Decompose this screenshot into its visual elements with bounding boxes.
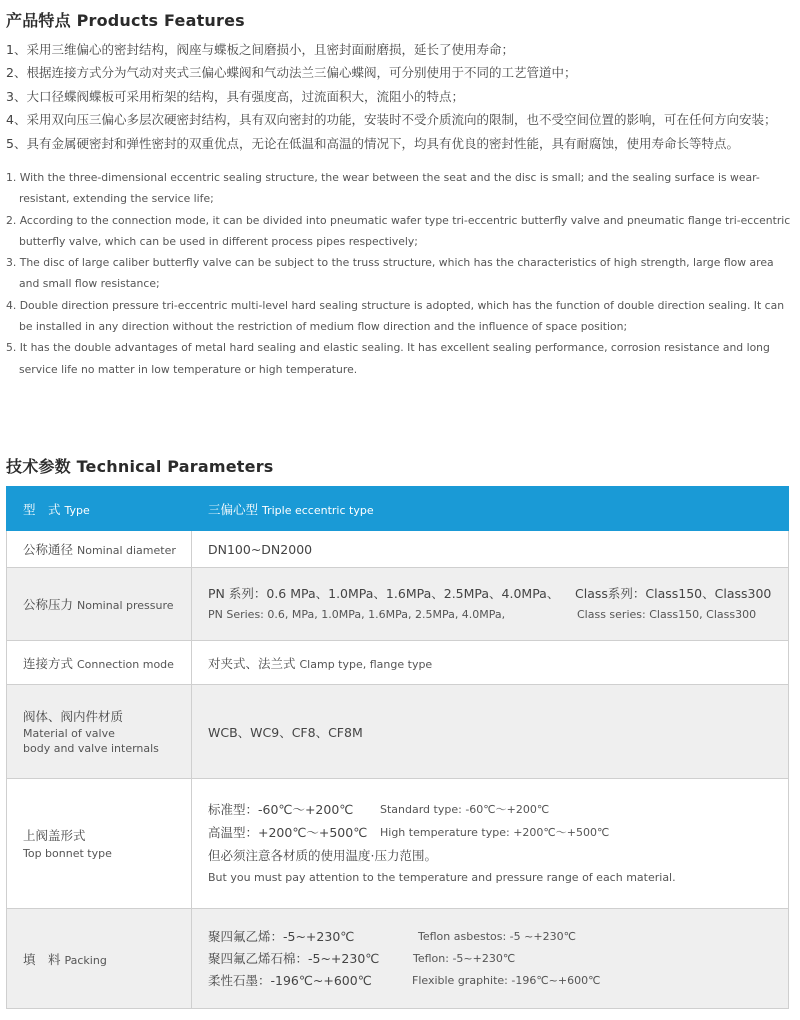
- packing-graphite-cn: 柔性石墨：-196℃~+600℃: [208, 972, 372, 988]
- bonnet-key: [7, 779, 192, 909]
- packing-teflon-asbestos-cn: 聚四氟乙烯石棉：-5~+230℃: [208, 950, 380, 966]
- diameter-key-en: Nominal diameter: [77, 544, 176, 557]
- feature-item-en: 1. With the three-dimensional eccentric sealing structure, the wear between the seat and the disc is small; and the sealing surface is wear-resistant, extending the service life;: [6, 171, 760, 206]
- material-key-en-2: body and valve internals: [23, 741, 159, 755]
- table-row-diameter: [7, 531, 789, 568]
- pressure-pn-cn: PN 系列：0.6 MPa、1.0MPa、1.6MPa、2.5MPa、4.0MPa、: [208, 586, 560, 601]
- connection-value-cn: 对夹式、法兰式: [208, 655, 296, 671]
- feature-item-en: 5. It has the double advantages of metal hard sealing and elastic sealing. It has excellent sealing performance, corrosion resistance and long service life no matter in low temperature or high temperature.: [6, 341, 770, 376]
- bonnet-note-en: But you must pay attention to the temperature and pressure range of each material.: [208, 871, 676, 884]
- feature-item-en: 2. According to the connection mode, it can be divided into pneumatic wafer type tri-eccentric butterfly valve and pneumatic flange tri-eccentric butterfly valve, which can be used in different process pipes respectively;: [6, 213, 791, 248]
- bonnet-key-en: Top bonnet type: [23, 847, 112, 860]
- packing-teflon-asbestos-en: Teflon asbestos: -5 ~+230℃: [418, 929, 576, 943]
- table-row-material: [7, 685, 789, 779]
- material-key-en-1: Material of valve: [23, 726, 115, 740]
- pressure-key-cn: 公称压力: [23, 597, 74, 612]
- packing-teflon-en: Teflon: -5~+230℃: [413, 951, 516, 965]
- feature-item-cn: 2、根据连接方式分为气动对夹式三偏心蝶阀和气动法兰三偏心蝶阀，可分别使用于不同的工艺管道中；: [6, 65, 577, 81]
- params-table: [6, 486, 789, 1009]
- material-key: [7, 685, 192, 779]
- bonnet-high-cn: 高温型：+200℃～+500℃: [208, 825, 368, 840]
- pressure-key: [7, 568, 192, 641]
- connection-key-en: Connection mode: [77, 657, 174, 671]
- pressure-key-en: Nominal pressure: [77, 599, 174, 612]
- features-list-en: [6, 167, 794, 380]
- pressure-value: [192, 568, 789, 641]
- pressure-pn-en: PN Series: 0.6, MPa, 1.0MPa, 1.6MPa, 2.5MPa, 4.0MPa,: [208, 608, 506, 621]
- bonnet-standard-cn: 标准型：-60℃～+200℃: [208, 802, 354, 817]
- pressure-class-en: Class series: Class150, Class300: [577, 608, 757, 621]
- features-list-cn: [6, 38, 796, 155]
- material-value: WCB、WC9、CF8、CF8M: [192, 685, 789, 779]
- type-value-en: Triple eccentric type: [262, 503, 374, 517]
- feature-item-cn: 3、大口径蝶阀蝶板可采用桁架的结构，具有强度高，过流面积大，流阻小的特点；: [6, 88, 464, 104]
- packing-value: [192, 909, 789, 1009]
- bonnet-standard-en: Standard type: -60℃～+200℃: [380, 803, 550, 816]
- type-key: [7, 487, 192, 531]
- feature-item-cn: 1、采用三维偏心的密封结构，阀座与蝶板之间磨损小，且密封面耐磨损，延长了使用寿命；: [6, 42, 514, 57]
- diameter-key-cn: 公称通径: [23, 542, 74, 557]
- connection-value: [192, 641, 789, 685]
- table-row-connection: [7, 641, 789, 685]
- diameter-value: DN100~DN2000: [192, 531, 789, 568]
- diameter-key: [7, 531, 192, 568]
- feature-item-en: 3. The disc of large caliber butterfly valve can be subject to the truss structure, which has the characteristics of high strength, large flow area and small flow resistance;: [6, 256, 774, 291]
- bonnet-key-cn: 上阀盖形式: [23, 828, 86, 843]
- connection-key-cn: 连接方式: [23, 655, 74, 671]
- table-row-pressure: [7, 568, 789, 641]
- bonnet-value: [192, 779, 789, 909]
- feature-item-en: 4. Double direction pressure tri-eccentric multi-level hard sealing structure is adopted, which has the function of double direction sealing. It can be installed in any direction without the restriction of medium flow direction and the influence of space position;: [6, 298, 785, 334]
- packing-key-en: Packing: [64, 953, 107, 967]
- table-row-type: [7, 487, 789, 531]
- type-key-cn: 型 式: [23, 501, 61, 517]
- table-row-packing: [7, 909, 789, 1009]
- type-key-en: Type: [64, 503, 90, 517]
- packing-key: [7, 909, 192, 1009]
- table-row-bonnet: [7, 779, 789, 909]
- feature-item-cn: 5、具有金属硬密封和弹性密封的双重优点，无论在低温和高温的情况下，均具有优良的密封性能，具有耐腐蚀，使用寿命长等特点。: [6, 135, 739, 151]
- params-title: 技术参数 Technical Parameters: [6, 457, 274, 476]
- material-key-cn: 阀体、阀内件材质: [23, 708, 124, 724]
- feature-item-cn: 4、采用双向压三偏心多层次硬密封结构，具有双向密封的功能，安装时不受介质流向的限制，也不受空间位置的影响，可在任何方向安装；: [6, 112, 777, 128]
- packing-graphite-en: Flexible graphite: -196℃~+600℃: [412, 973, 601, 987]
- connection-value-en: Clamp type, flange type: [299, 657, 433, 671]
- packing-key-cn: 填 料: [23, 951, 61, 967]
- pressure-class-cn: Class系列：Class150、Class300: [575, 586, 772, 601]
- type-value: [192, 487, 789, 531]
- features-title: 产品特点 Products Features: [6, 11, 245, 30]
- connection-key: [7, 641, 192, 685]
- packing-teflon-cn: 聚四氟乙烯：-5~+230℃: [208, 928, 355, 944]
- bonnet-note-cn: 但必须注意各材质的使用温度·压力范围。: [208, 848, 437, 863]
- bonnet-high-en: High temperature type: +200℃～+500℃: [380, 826, 610, 839]
- type-value-cn: 三偏心型: [208, 501, 259, 517]
